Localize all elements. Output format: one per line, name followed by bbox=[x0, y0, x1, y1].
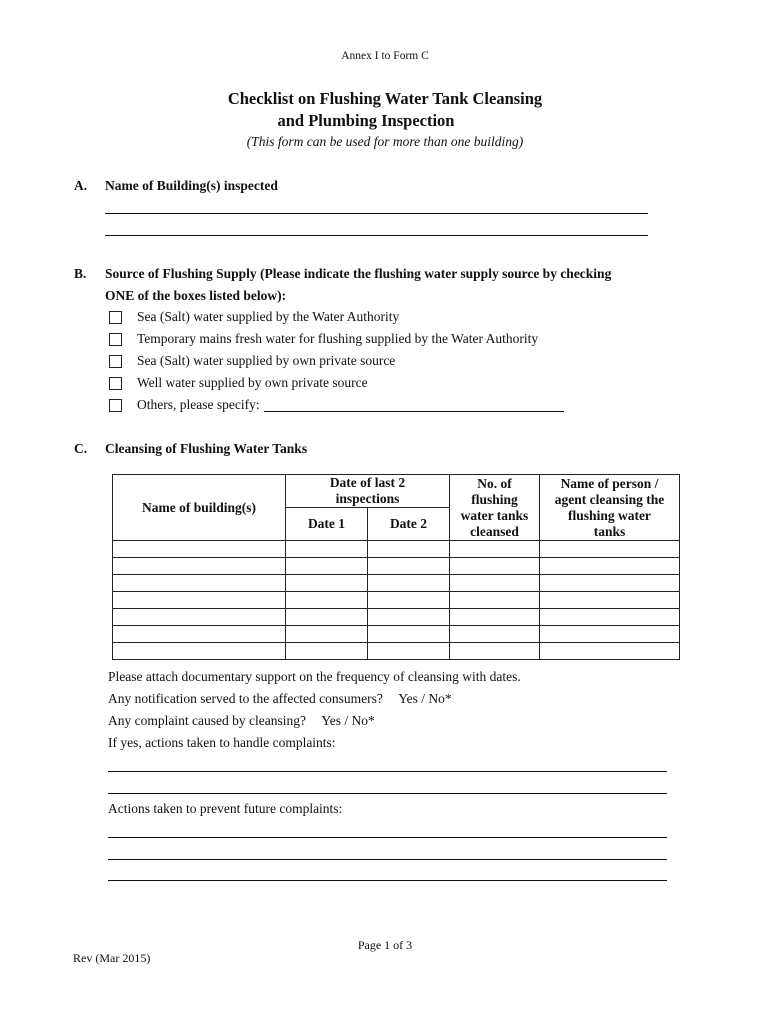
notification-answer[interactable]: Yes / No* bbox=[398, 691, 452, 706]
section-b-title-line-2: ONE of the boxes listed below): bbox=[105, 288, 287, 303]
table-cell[interactable] bbox=[286, 558, 368, 575]
table-cell[interactable] bbox=[113, 541, 286, 558]
table-cell[interactable] bbox=[540, 643, 680, 660]
option-label: Well water supplied by own private source bbox=[137, 375, 368, 390]
annex-label: Annex I to Form C bbox=[341, 50, 429, 62]
section-b-letter: B. bbox=[74, 266, 87, 281]
table-cell[interactable] bbox=[113, 643, 286, 660]
table-cell[interactable] bbox=[450, 609, 540, 626]
table-cell[interactable] bbox=[368, 609, 450, 626]
header-tanks bbox=[450, 475, 540, 541]
table-cell[interactable] bbox=[113, 609, 286, 626]
if-yes-label: If yes, actions taken to handle complaints: bbox=[108, 735, 336, 750]
prevent-line-3[interactable] bbox=[108, 880, 667, 881]
table-row bbox=[113, 575, 680, 592]
prevent-label: Actions taken to prevent future complaints: bbox=[108, 801, 343, 816]
section-c-letter: C. bbox=[74, 441, 88, 456]
cleansing-table bbox=[112, 474, 680, 660]
table-cell[interactable] bbox=[540, 626, 680, 643]
header-person-line-3: flushing water bbox=[568, 507, 651, 523]
title-line-1: Checklist on Flushing Water Tank Cleansing bbox=[227, 89, 543, 108]
table-header-row bbox=[113, 475, 680, 508]
table-cell[interactable] bbox=[368, 643, 450, 660]
header-tanks-line-4: cleansed bbox=[470, 523, 519, 539]
table-row bbox=[113, 558, 680, 575]
table-cell[interactable] bbox=[540, 592, 680, 609]
table-row bbox=[113, 592, 680, 609]
table-row bbox=[113, 626, 680, 643]
complaint-text: Any complaint caused by cleansing? bbox=[108, 713, 306, 728]
table-cell[interactable] bbox=[450, 643, 540, 660]
table-cell[interactable] bbox=[368, 592, 450, 609]
section-c-title: Cleansing of Flushing Water Tanks bbox=[105, 441, 308, 456]
table-cell[interactable] bbox=[450, 541, 540, 558]
option-label: Sea (Salt) water supplied by own private source bbox=[137, 353, 396, 368]
section-a-letter: A. bbox=[74, 178, 88, 193]
form-title bbox=[0, 88, 770, 132]
header-dates-line-2: inspections bbox=[335, 491, 400, 506]
header-date-1: Date 1 bbox=[286, 508, 368, 541]
table-cell[interactable] bbox=[286, 609, 368, 626]
table-row bbox=[113, 609, 680, 626]
building-name-line-1[interactable] bbox=[105, 213, 648, 214]
checkbox-well-water[interactable] bbox=[109, 377, 122, 390]
table-cell[interactable] bbox=[368, 558, 450, 575]
table-row bbox=[113, 541, 680, 558]
table-cell[interactable] bbox=[113, 575, 286, 592]
header-tanks-line-1: No. of bbox=[477, 475, 512, 491]
table-cell[interactable] bbox=[286, 643, 368, 660]
option-well-water[interactable] bbox=[109, 375, 368, 391]
table-cell[interactable] bbox=[286, 541, 368, 558]
notification-text: Any notification served to the affected consumers? bbox=[108, 691, 383, 706]
complaint-question bbox=[108, 713, 375, 729]
option-others[interactable] bbox=[109, 397, 564, 413]
table-cell[interactable] bbox=[540, 575, 680, 592]
option-label: Others, please specify: bbox=[137, 397, 260, 412]
header-date-2: Date 2 bbox=[368, 508, 450, 541]
header-person bbox=[540, 475, 680, 541]
section-a-title: Name of Building(s) inspected bbox=[105, 178, 278, 193]
table-cell[interactable] bbox=[368, 626, 450, 643]
table-cell[interactable] bbox=[368, 541, 450, 558]
table-cell[interactable] bbox=[540, 609, 680, 626]
others-specify-field[interactable] bbox=[264, 399, 564, 412]
complaint-answer[interactable]: Yes / No* bbox=[321, 713, 375, 728]
header-person-line-4: tanks bbox=[593, 523, 626, 539]
table-cell[interactable] bbox=[540, 558, 680, 575]
table-cell[interactable] bbox=[286, 575, 368, 592]
table-cell[interactable] bbox=[450, 558, 540, 575]
table-cell[interactable] bbox=[450, 575, 540, 592]
header-dates-line-1: Date of last 2 bbox=[329, 475, 406, 490]
table-cell[interactable] bbox=[113, 592, 286, 609]
checkbox-sea-water-authority[interactable] bbox=[109, 311, 122, 324]
revision-label: Rev (Mar 2015) bbox=[73, 951, 151, 965]
form-subtitle: (This form can be used for more than one building) bbox=[246, 134, 524, 149]
building-name-line-2[interactable] bbox=[105, 235, 648, 236]
section-b-title-line-1: Source of Flushing Supply (Please indicate the flushing water supply source by checking bbox=[105, 266, 612, 281]
prevent-line-2[interactable] bbox=[108, 859, 667, 860]
header-person-line-1: Name of person / bbox=[560, 475, 659, 491]
option-sea-water-private[interactable] bbox=[109, 353, 395, 369]
header-building: Name of building(s) bbox=[113, 475, 286, 541]
table-cell[interactable] bbox=[113, 626, 286, 643]
table-cell[interactable] bbox=[286, 592, 368, 609]
table-cell[interactable] bbox=[113, 558, 286, 575]
table-row bbox=[113, 643, 680, 660]
attach-note: Please attach documentary support on the frequency of cleansing with dates. bbox=[108, 669, 521, 684]
handle-complaints-line-1[interactable] bbox=[108, 771, 667, 772]
notification-question bbox=[108, 691, 452, 707]
option-sea-water-authority[interactable] bbox=[109, 309, 399, 325]
table-cell[interactable] bbox=[286, 626, 368, 643]
title-line-2: and Plumbing Inspection bbox=[277, 111, 455, 130]
option-label: Sea (Salt) water supplied by the Water Authority bbox=[137, 309, 400, 324]
checkbox-sea-water-private[interactable] bbox=[109, 355, 122, 368]
handle-complaints-line-2[interactable] bbox=[108, 793, 667, 794]
checkbox-temporary-mains[interactable] bbox=[109, 333, 122, 346]
table-cell[interactable] bbox=[368, 575, 450, 592]
checkbox-others[interactable] bbox=[109, 399, 122, 412]
header-person-line-2: agent cleansing the bbox=[554, 491, 665, 507]
page-number: Page 1 of 3 bbox=[357, 938, 413, 952]
option-temporary-mains[interactable] bbox=[109, 331, 538, 347]
table-cell[interactable] bbox=[450, 592, 540, 609]
table-cell[interactable] bbox=[450, 626, 540, 643]
header-tanks-line-2: flushing bbox=[471, 491, 518, 507]
table-cell[interactable] bbox=[540, 541, 680, 558]
table-body bbox=[113, 541, 680, 660]
header-dates bbox=[286, 475, 450, 508]
option-label: Temporary mains fresh water for flushing supplied by the Water Authority bbox=[137, 331, 539, 346]
header-tanks-line-3: water tanks bbox=[460, 507, 529, 523]
prevent-line-1[interactable] bbox=[108, 837, 667, 838]
